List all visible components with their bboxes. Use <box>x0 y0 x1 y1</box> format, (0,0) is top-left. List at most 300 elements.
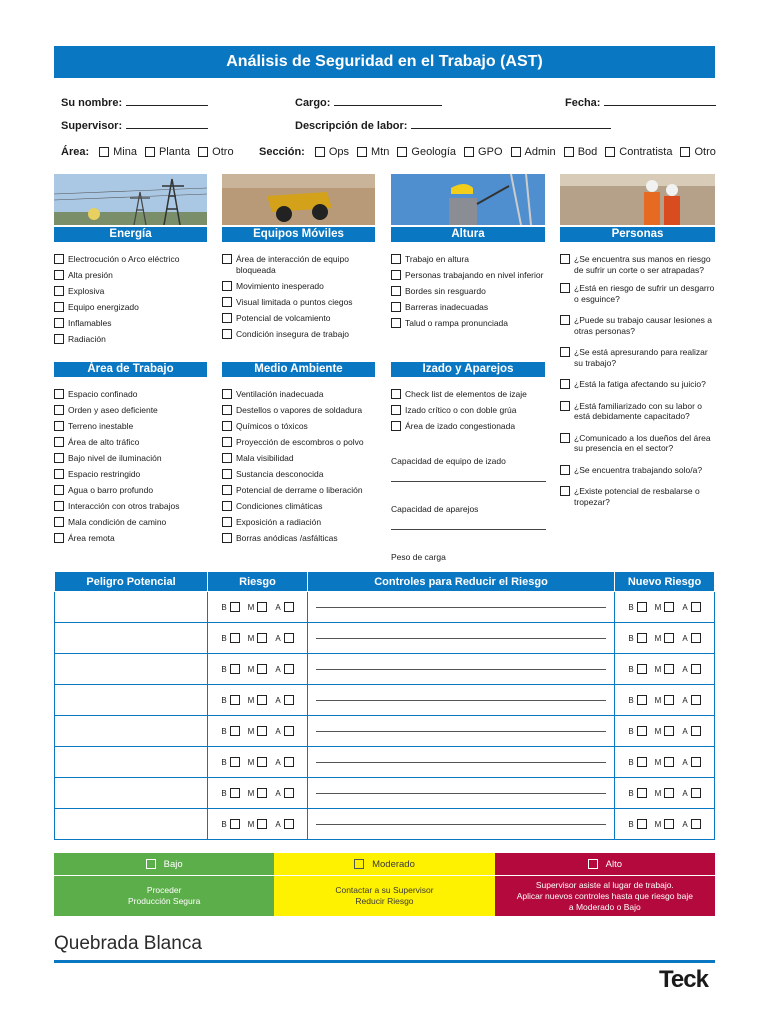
level-checkbox[interactable] <box>637 633 647 643</box>
list-item[interactable] <box>54 421 214 432</box>
legend-bajo-text <box>54 876 274 916</box>
riesgo-selector <box>208 633 307 643</box>
list-item[interactable] <box>54 453 214 464</box>
level-label: B <box>628 819 634 829</box>
field-cargo-label: Cargo: <box>295 97 331 109</box>
checkbox[interactable] <box>54 533 64 543</box>
list-item[interactable] <box>560 254 715 275</box>
list-item[interactable] <box>54 517 214 528</box>
level-checkbox[interactable] <box>257 819 267 829</box>
level-checkbox[interactable] <box>664 819 674 829</box>
item-label: Ventilación inadecuada <box>236 389 324 399</box>
peso-carga-label: Peso de carga <box>391 552 446 562</box>
option-ops: Ops <box>328 146 350 158</box>
legend-alto-label: Alto <box>605 858 622 870</box>
level-checkbox[interactable] <box>664 602 674 612</box>
list-item[interactable] <box>222 313 372 324</box>
level-label: M <box>654 633 662 643</box>
level-label: B <box>221 664 227 674</box>
list-item[interactable] <box>54 318 214 329</box>
checkbox-admin[interactable] <box>511 147 521 157</box>
checkbox[interactable] <box>222 297 232 307</box>
field-supervisor[interactable] <box>61 119 208 132</box>
item-label: Bordes sin resguardo <box>405 286 486 296</box>
header-personas: Personas <box>560 227 715 242</box>
level-checkbox[interactable] <box>257 602 267 612</box>
level-checkbox[interactable] <box>257 633 267 643</box>
level-checkbox[interactable] <box>637 602 647 612</box>
list-item[interactable] <box>222 329 372 340</box>
checkbox[interactable] <box>54 270 64 280</box>
list-item[interactable] <box>54 469 214 480</box>
level-label: A <box>275 757 281 767</box>
level-checkbox[interactable] <box>664 695 674 705</box>
level-checkbox[interactable] <box>691 633 701 643</box>
list-item[interactable] <box>222 533 382 544</box>
teck-logo: Teck <box>659 966 708 993</box>
legend-alto-text <box>495 876 715 916</box>
checkbox-geologia[interactable] <box>397 147 407 157</box>
item-label: Trabajo en altura <box>405 254 469 264</box>
level-label: A <box>275 695 281 705</box>
fecha-input-line[interactable] <box>604 96 716 106</box>
list-item[interactable] <box>560 465 715 476</box>
level-checkbox[interactable] <box>637 757 647 767</box>
level-checkbox[interactable] <box>691 602 701 612</box>
list-item[interactable] <box>222 485 382 496</box>
option-bod: Bod <box>577 146 598 158</box>
risk-table <box>54 571 715 840</box>
legend-text: Contactar a su Supervisor <box>335 885 434 895</box>
legend-text: Aplicar nuevos controles hasta que riesgo baje <box>516 890 693 901</box>
level-label: M <box>654 819 662 829</box>
checkbox[interactable] <box>222 501 232 511</box>
checkbox-moderado[interactable] <box>354 859 364 869</box>
item-label: Personas trabajando en nivel inferior <box>405 270 544 280</box>
list-item[interactable] <box>560 486 715 507</box>
controles-cell[interactable] <box>308 778 615 809</box>
item-label: ¿Se encuentra trabajando solo/a? <box>574 464 703 475</box>
item-label: ¿Se encuentra sus manos en riesgo de sufrir un corte o ser atrapadas? <box>574 254 711 275</box>
riesgo-selector <box>208 757 307 767</box>
level-checkbox[interactable] <box>230 602 240 612</box>
level-label: B <box>221 819 227 829</box>
level-label: B <box>221 726 227 736</box>
list-item[interactable] <box>54 533 214 544</box>
checkbox[interactable] <box>54 318 64 328</box>
nuevo-riesgo-selector <box>615 695 714 705</box>
list-item[interactable] <box>54 501 214 512</box>
list-item[interactable] <box>54 389 214 400</box>
controles-input-line[interactable] <box>316 607 606 608</box>
checkbox[interactable] <box>222 453 232 463</box>
level-checkbox[interactable] <box>257 664 267 674</box>
checkbox-mina[interactable] <box>99 147 109 157</box>
list-item[interactable] <box>391 421 551 432</box>
checkbox-mtn[interactable] <box>357 147 367 157</box>
controles-cell[interactable] <box>308 747 615 778</box>
item-label: Mala visibilidad <box>236 453 294 463</box>
level-checkbox[interactable] <box>257 788 267 798</box>
level-checkbox[interactable] <box>284 633 294 643</box>
form-title: Análisis de Seguridad en el Trabajo (AST) <box>54 46 715 78</box>
list-izado-aparejos <box>391 389 551 600</box>
list-item[interactable] <box>391 405 551 416</box>
item-label: ¿Está familiarizado con su labor o está debidamente capacitado? <box>574 400 703 421</box>
table-row <box>55 747 715 778</box>
checkbox[interactable] <box>391 421 401 431</box>
checkbox[interactable] <box>222 281 232 291</box>
area-label: Área: <box>61 146 90 158</box>
level-checkbox[interactable] <box>257 695 267 705</box>
checkbox[interactable] <box>391 405 401 415</box>
item-label: Explosiva <box>68 286 105 296</box>
riesgo-selector <box>208 695 307 705</box>
list-item[interactable] <box>54 302 214 313</box>
level-checkbox[interactable] <box>257 726 267 736</box>
level-checkbox[interactable] <box>230 695 240 705</box>
level-checkbox[interactable] <box>691 664 701 674</box>
controles-cell[interactable] <box>308 716 615 747</box>
item-label: Orden y aseo deficiente <box>68 405 158 415</box>
checkbox[interactable] <box>54 389 64 399</box>
checkbox[interactable] <box>222 533 232 543</box>
checkbox[interactable] <box>54 286 64 296</box>
level-label: A <box>275 726 281 736</box>
level-checkbox[interactable] <box>284 726 294 736</box>
list-item[interactable] <box>391 286 551 297</box>
list-item[interactable] <box>222 437 382 448</box>
level-label: B <box>221 602 227 612</box>
level-checkbox[interactable] <box>691 726 701 736</box>
checkbox[interactable] <box>222 517 232 527</box>
checkbox[interactable] <box>560 433 570 443</box>
level-label: M <box>247 695 255 705</box>
item-label: ¿Puede su trabajo causar lesiones a otras personas? <box>574 315 712 336</box>
level-label: M <box>654 788 662 798</box>
table-row <box>55 778 715 809</box>
peligro-cell[interactable] <box>55 747 208 778</box>
checkbox[interactable] <box>54 254 64 264</box>
checkbox-bajo[interactable] <box>146 859 156 869</box>
checkbox[interactable] <box>54 405 64 415</box>
peligro-cell[interactable] <box>55 685 208 716</box>
item-label: Electrocución o Arco eléctrico <box>68 254 180 264</box>
checkbox[interactable] <box>560 465 570 475</box>
option-mtn: Mtn <box>371 146 390 158</box>
nuevo-riesgo-selector <box>615 726 714 736</box>
list-item[interactable] <box>54 286 214 297</box>
checkbox[interactable] <box>222 254 232 264</box>
area-row <box>61 146 238 158</box>
level-label: B <box>628 695 634 705</box>
list-item[interactable] <box>560 379 715 390</box>
option-otro-area: Otro <box>212 146 234 158</box>
level-label: B <box>628 633 634 643</box>
list-item[interactable] <box>560 315 715 336</box>
list-item[interactable] <box>54 485 214 496</box>
level-checkbox[interactable] <box>284 664 294 674</box>
item-label: ¿Comunicado a los dueños del área su presencia en el sector? <box>574 432 711 453</box>
level-checkbox[interactable] <box>284 788 294 798</box>
list-item[interactable] <box>222 254 372 276</box>
list-item[interactable] <box>222 421 382 432</box>
checkbox-planta[interactable] <box>145 147 155 157</box>
riesgo-selector <box>208 664 307 674</box>
level-checkbox[interactable] <box>691 695 701 705</box>
col-nuevo-riesgo: Nuevo Riesgo <box>615 572 715 592</box>
level-checkbox[interactable] <box>230 633 240 643</box>
controles-input-line[interactable] <box>316 762 606 763</box>
checkbox[interactable] <box>391 254 401 264</box>
level-checkbox[interactable] <box>257 757 267 767</box>
checkbox[interactable] <box>560 254 570 264</box>
list-item[interactable] <box>560 433 715 454</box>
checkbox-contratista[interactable] <box>605 147 615 157</box>
header-medio-ambiente: Medio Ambiente <box>222 362 375 377</box>
checkbox[interactable] <box>222 313 232 323</box>
controles-cell[interactable] <box>308 592 615 623</box>
level-checkbox[interactable] <box>691 757 701 767</box>
field-fecha[interactable] <box>565 96 716 109</box>
controles-cell[interactable] <box>308 685 615 716</box>
checkbox[interactable] <box>560 315 570 325</box>
controles-cell[interactable] <box>308 654 615 685</box>
controles-input-line[interactable] <box>316 638 606 639</box>
riesgo-selector <box>208 819 307 829</box>
checkbox-bod[interactable] <box>564 147 574 157</box>
field-descripcion-label: Descripción de labor: <box>295 120 408 132</box>
checkbox[interactable] <box>54 517 64 527</box>
peligro-cell[interactable] <box>55 654 208 685</box>
level-checkbox[interactable] <box>637 664 647 674</box>
capacidad-izado-input-line[interactable] <box>391 481 546 482</box>
supervisor-input-line[interactable] <box>126 119 208 129</box>
controles-cell[interactable] <box>308 809 615 840</box>
list-item[interactable] <box>391 270 551 281</box>
legend-text: Proceder <box>146 885 182 895</box>
level-checkbox[interactable] <box>664 726 674 736</box>
checkbox[interactable] <box>560 486 570 496</box>
level-label: A <box>275 633 281 643</box>
level-checkbox[interactable] <box>664 788 674 798</box>
riesgo-selector <box>208 602 307 612</box>
list-item[interactable] <box>391 302 551 313</box>
peligro-cell[interactable] <box>55 809 208 840</box>
level-checkbox[interactable] <box>284 602 294 612</box>
level-label: A <box>682 788 688 798</box>
item-label: Mala condición de camino <box>68 517 167 527</box>
level-label: A <box>275 788 281 798</box>
checkbox-gpo[interactable] <box>464 147 474 157</box>
item-label: Izado crítico o con doble grúa <box>405 405 517 415</box>
list-item[interactable] <box>54 270 214 281</box>
checkbox-ops[interactable] <box>315 147 325 157</box>
checkbox[interactable] <box>54 485 64 495</box>
item-label: Área remota <box>68 533 115 543</box>
peligro-cell[interactable] <box>55 716 208 747</box>
peligro-cell[interactable] <box>55 592 208 623</box>
item-label: Proyección de escombros o polvo <box>236 437 364 447</box>
table-row <box>55 809 715 840</box>
level-checkbox[interactable] <box>284 819 294 829</box>
descripcion-input-line[interactable] <box>411 119 611 129</box>
level-checkbox[interactable] <box>284 757 294 767</box>
checkbox[interactable] <box>560 379 570 389</box>
checkbox[interactable] <box>54 453 64 463</box>
list-item[interactable] <box>222 389 382 400</box>
checkbox-otro-seccion[interactable] <box>680 147 690 157</box>
level-checkbox[interactable] <box>637 695 647 705</box>
checkbox[interactable] <box>391 302 401 312</box>
riesgo-selector <box>208 726 307 736</box>
level-checkbox[interactable] <box>637 819 647 829</box>
checkbox[interactable] <box>54 437 64 447</box>
checkbox[interactable] <box>222 389 232 399</box>
nuevo-riesgo-selector <box>615 757 714 767</box>
level-label: M <box>247 664 255 674</box>
capacidad-aparejos-input-line[interactable] <box>391 529 546 530</box>
checkbox[interactable] <box>54 421 64 431</box>
level-label: A <box>682 695 688 705</box>
nuevo-riesgo-selector <box>615 602 714 612</box>
item-label: Área de izado congestionada <box>405 421 516 431</box>
table-header-row <box>55 572 715 592</box>
item-label: Radiación <box>68 334 106 344</box>
checkbox[interactable] <box>54 302 64 312</box>
peligro-cell[interactable] <box>55 778 208 809</box>
option-planta: Planta <box>158 146 191 158</box>
item-label: Área de alto tráfico <box>68 437 140 447</box>
level-label: M <box>654 602 662 612</box>
item-label: Destellos o vapores de soldadura <box>236 405 363 415</box>
checkbox-alto[interactable] <box>588 859 598 869</box>
item-label: Bajo nivel de iluminación <box>68 453 162 463</box>
nombre-input-line[interactable] <box>126 96 208 106</box>
option-admin: Admin <box>524 146 556 158</box>
checkbox[interactable] <box>222 405 232 415</box>
checkbox[interactable] <box>54 469 64 479</box>
checkbox[interactable] <box>222 485 232 495</box>
checkbox[interactable] <box>391 270 401 280</box>
level-checkbox[interactable] <box>230 726 240 736</box>
checkbox[interactable] <box>560 401 570 411</box>
nuevo-riesgo-selector <box>615 664 714 674</box>
option-gpo: GPO <box>478 146 503 158</box>
list-item[interactable] <box>222 281 372 292</box>
level-label: M <box>247 633 255 643</box>
list-item[interactable] <box>391 389 551 400</box>
level-checkbox[interactable] <box>691 819 701 829</box>
list-item[interactable] <box>54 405 214 416</box>
controles-input-line[interactable] <box>316 731 606 732</box>
level-checkbox[interactable] <box>284 695 294 705</box>
checkbox[interactable] <box>391 318 401 328</box>
checkbox[interactable] <box>222 329 232 339</box>
field-fecha-label: Fecha: <box>565 97 601 109</box>
checkbox[interactable] <box>222 437 232 447</box>
level-checkbox[interactable] <box>664 757 674 767</box>
people-photo <box>560 174 715 225</box>
legend-text: a Moderado o Bajo <box>568 901 641 912</box>
checkbox[interactable] <box>391 286 401 296</box>
legend-moderado-label: Moderado <box>372 858 415 870</box>
option-mina: Mina <box>113 146 137 158</box>
list-item[interactable] <box>391 254 551 265</box>
list-item[interactable] <box>222 501 382 512</box>
item-label: ¿Está la fatiga afectando su juicio? <box>574 379 706 389</box>
controles-input-line[interactable] <box>316 669 606 670</box>
level-label: B <box>628 757 634 767</box>
level-label: A <box>682 726 688 736</box>
checkbox[interactable] <box>222 421 232 431</box>
checkbox[interactable] <box>54 334 64 344</box>
list-item[interactable] <box>560 283 715 304</box>
item-label: Borras anódicas /asfálticas <box>236 533 338 543</box>
level-label: M <box>654 757 662 767</box>
level-checkbox[interactable] <box>230 664 240 674</box>
field-nombre[interactable] <box>61 96 208 109</box>
list-item[interactable] <box>560 347 715 368</box>
level-checkbox[interactable] <box>664 633 674 643</box>
checkbox[interactable] <box>391 389 401 399</box>
level-checkbox[interactable] <box>637 788 647 798</box>
item-label: Visual limitada o puntos ciegos <box>236 297 353 307</box>
list-item[interactable] <box>391 318 551 329</box>
list-item[interactable] <box>222 453 382 464</box>
level-checkbox[interactable] <box>230 819 240 829</box>
list-item[interactable] <box>54 254 214 265</box>
level-checkbox[interactable] <box>664 664 674 674</box>
checkbox[interactable] <box>54 501 64 511</box>
list-item[interactable] <box>222 405 382 416</box>
list-item[interactable] <box>222 469 382 480</box>
level-label: M <box>247 726 255 736</box>
nuevo-riesgo-selector <box>615 633 714 643</box>
list-item[interactable] <box>222 517 382 528</box>
level-checkbox[interactable] <box>637 726 647 736</box>
controles-cell[interactable] <box>308 623 615 654</box>
level-checkbox[interactable] <box>230 788 240 798</box>
item-label: Agua o barro profundo <box>68 485 154 495</box>
checkbox[interactable] <box>560 283 570 293</box>
list-item[interactable] <box>54 437 214 448</box>
list-item[interactable] <box>222 297 372 308</box>
nuevo-riesgo-selector <box>615 819 714 829</box>
checkbox-otro-area[interactable] <box>198 147 208 157</box>
checkbox[interactable] <box>222 469 232 479</box>
level-checkbox[interactable] <box>691 788 701 798</box>
field-descripcion[interactable] <box>295 119 611 132</box>
checkbox[interactable] <box>560 347 570 357</box>
item-label: Talud o rampa pronunciada <box>405 318 509 328</box>
legend-moderado <box>274 853 494 916</box>
cargo-input-line[interactable] <box>334 96 442 106</box>
controles-input-line[interactable] <box>316 793 606 794</box>
option-otro-seccion: Otro <box>694 146 716 158</box>
controles-input-line[interactable] <box>316 700 606 701</box>
nuevo-riesgo-selector <box>615 788 714 798</box>
level-checkbox[interactable] <box>230 757 240 767</box>
list-area-trabajo <box>54 389 214 549</box>
field-cargo[interactable] <box>295 96 442 109</box>
site-name: Quebrada Blanca <box>54 933 202 954</box>
list-item[interactable] <box>560 401 715 422</box>
list-item[interactable] <box>54 334 214 345</box>
level-label: A <box>275 664 281 674</box>
controles-input-line[interactable] <box>316 824 606 825</box>
peligro-cell[interactable] <box>55 623 208 654</box>
